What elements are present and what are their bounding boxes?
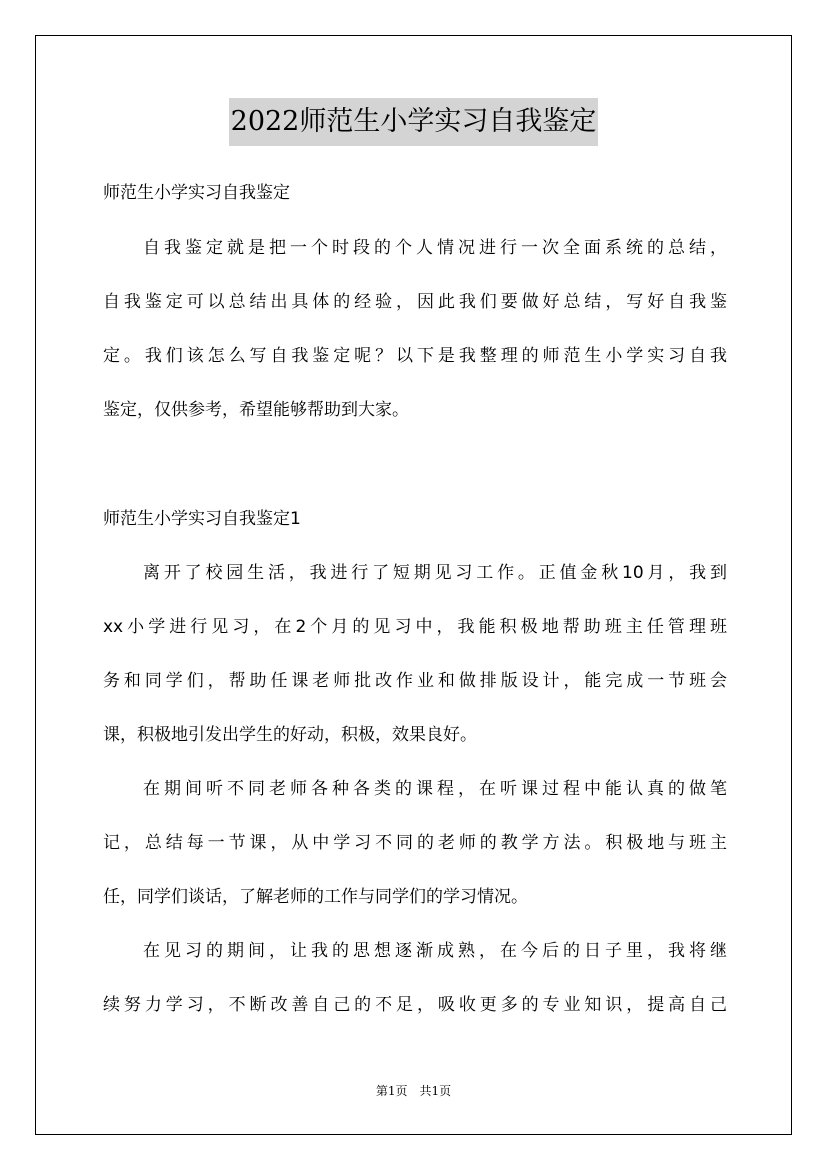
paragraph-line: 课，积极地引发出学生的好动，积极，效果良好。 xyxy=(103,725,477,745)
title-container xyxy=(0,98,827,146)
paragraph-line: 记，总结每一节课，从中学习不同的老师的教学方法。积极地与班主 xyxy=(103,833,727,853)
paragraph-line: 定。我们该怎么写自我鉴定呢？以下是我整理的师范生小学实习自我 xyxy=(103,346,727,366)
paragraph-line: 离开了校园生活，我进行了短期见习工作。正值金秋10月，我到 xyxy=(143,563,727,583)
paragraph-line: 在期间听不同老师各种各类的课程，在听课过程中能认真的做笔 xyxy=(143,779,727,799)
paragraph-3 xyxy=(103,937,727,1045)
paragraph-2 xyxy=(103,775,727,937)
paragraph-line: 续努力学习，不断改善自己的不足，吸收更多的专业知识，提高自己 xyxy=(103,995,727,1015)
paragraph-line: xx小学进行见习，在2个月的见习中，我能积极地帮助班主任管理班 xyxy=(103,617,727,637)
paragraph-line: 自我鉴定就是把一个时段的个人情况进行一次全面系统的总结， xyxy=(143,238,727,258)
paragraph-1 xyxy=(103,559,727,775)
paragraph-line: 自我鉴定可以总结出具体的经验，因此我们要做好总结，写好自我鉴 xyxy=(103,292,727,312)
paragraph-line: 任，同学们谈话，了解老师的工作与同学们的学习情况。 xyxy=(103,887,528,907)
intro-paragraph xyxy=(103,234,727,450)
paragraph-line: 鉴定，仅供参考，希望能够帮助到大家。 xyxy=(103,400,409,420)
page-footer: 第1页 共1页 xyxy=(375,1084,452,1098)
document-title: 2022师范生小学实习自我鉴定 xyxy=(229,98,599,146)
paragraph-line: 务和同学们，帮助任课老师批改作业和做排版设计，能完成一节班会 xyxy=(103,671,727,691)
section-heading: 师范生小学实习自我鉴定1 xyxy=(103,509,301,529)
section-heading: 师范生小学实习自我鉴定 xyxy=(103,183,290,203)
paragraph-line: 在见习的期间，让我的思想逐渐成熟，在今后的日子里，我将继 xyxy=(143,941,727,961)
